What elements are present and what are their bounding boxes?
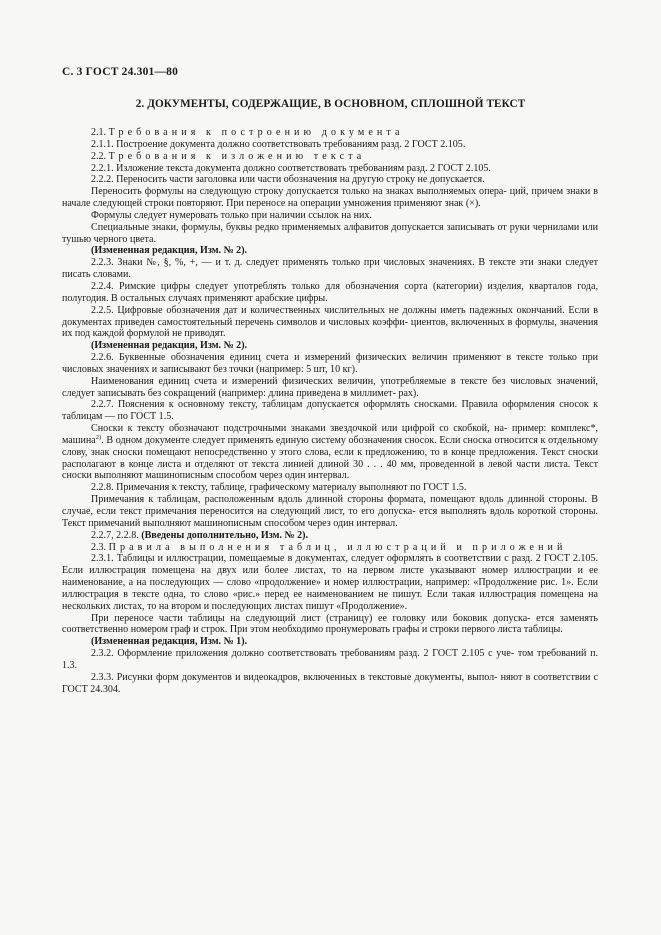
- page-header: С. 3 ГОСТ 24.301—80: [62, 66, 179, 78]
- paragraph: Переносить формулы на следующую строку допускается только на знаках выполняемых опера- ций, причем знаки в начале следующей строки повторяют. При переносе на операции умножения применяют знак (×).: [62, 186, 598, 210]
- clause-heading: Требования к построению документа: [108, 127, 404, 138]
- amendment-note: [62, 636, 598, 648]
- clause-heading: Требования к изложению текста: [108, 150, 366, 162]
- amendment-text: (Измененная редакция, Изм. № 2).: [91, 245, 248, 257]
- footnote-marker: 2): [95, 433, 102, 441]
- clause-number: 2.1.: [91, 127, 109, 138]
- clause-number: 2.2.7, 2.2.8.: [91, 529, 142, 541]
- paragraph: [62, 127, 598, 139]
- amendment-note: [62, 245, 598, 257]
- amendment-text: (Введены дополнительно, Изм. № 2).: [141, 529, 308, 541]
- section-title: 2. ДОКУМЕНТЫ, СОДЕРЖАЩИЕ, В ОСНОВНОМ, СПЛОШНОЙ ТЕКСТ: [135, 98, 526, 110]
- paragraph: Наименования единиц счета и измерений физических величин, употребляемые в тексте без числовых значений, следует записывать без сокращений (например: длина приведена в миллимет- рах).: [62, 375, 598, 399]
- paragraph: 2.2.6. Буквенные обозначения единиц счета и измерений физических величин применяют в тексте только при числовых значениях и записывают без точки (например: 5 шт, 10 кг).: [62, 352, 598, 375]
- paragraph: Специальные знаки, формулы, буквы редко применяемых алфавитов допускается записывать от руки чернилами или тушью черного цвета.: [62, 221, 598, 245]
- paragraph: 2.2.7. Пояснения к основному тексту, таблицам допускается оформлять сносками. Правила оформления сносок к таблицам — по ГОСТ 1.5.: [62, 399, 598, 423]
- paragraph: 2.2.3. Знаки №, §, %, +, — и т. д. следует применять только при числовых значениях. В тексте эти знаки следует писать словами.: [62, 257, 598, 281]
- paragraph: 2.3.2. Оформление приложения должно соответствовать требованиям разд. 2 ГОСТ 2.105 с уче- том требований п. 1.3.: [62, 648, 598, 671]
- paragraph: [62, 530, 598, 542]
- paragraph: [62, 423, 598, 482]
- document-body: [62, 127, 598, 696]
- paragraph-text: . В одном документе следует применять единую систему обозначения сносок. Если сноска относится к отдельному слову, знак сноски помещают непосредственно у этого слова, если к предложению, то в конце предложения. Текст сноски располагают в конце листа и отделяют от текста линией длиной 30 . . . 40 мм, проведенной в левой части листа. Текст сноски выполняют машинописным способом через один интервал.: [62, 434, 598, 482]
- clause-number: 2.2.: [91, 150, 109, 162]
- amendment-text: (Измененная редакция, Изм. № 2).: [91, 340, 248, 352]
- paragraph: [62, 151, 598, 163]
- paragraph: 2.3.1. Таблицы и иллюстрации, помещаемые в документах, следует оформлять в соответствии с разд. 2 ГОСТ 2.105. Если иллюстрация помещена на двух или более листах, то на первом листе указывают номер иллюстрации и ее наименование, а на последующих — слово «продолжение» и номер иллюстрации, например: «Продолжение рис. 1». Если иллюстрация в тексте одна, то слово «рис.» перед ее наименованием не пишут. Если такая иллюстрация помещена на нескольких листах, то на втором и последующих листах пишут «Продолжение».: [62, 553, 598, 612]
- clause-heading: Правила выполнения таблиц, иллюстраций и приложений: [108, 541, 567, 553]
- paragraph: [62, 542, 598, 554]
- amendment-text: (Измененная редакция, Изм. № 1).: [91, 636, 248, 648]
- paragraph: 2.1.1. Построение документа должно соответствовать требованиям разд. 2 ГОСТ 2.105.: [91, 138, 466, 150]
- paragraph: 2.2.1. Изложение текста документа должно соответствовать требованиям разд. 2 ГОСТ 2.105.: [91, 162, 491, 174]
- paragraph-text: Сноски к тексту обозначают подстрочными знаками звездочкой или цифрой со скобкой, на- пример: комплекс*, машина: [62, 423, 598, 446]
- paragraph: 2.2.2. Переносить части заголовка или части обозначения на другую строку не допускается.: [91, 174, 485, 186]
- paragraph: 2.2.4. Римские цифры следует употреблять только для обозначения сорта (категории) изделия, кварталов года, полугодия. В остальных случаях применяют арабские цифры.: [62, 280, 598, 304]
- paragraph: Формулы следует нумеровать только при наличии ссылок на них.: [91, 209, 372, 221]
- paragraph: Примечания к таблицам, расположенным вдоль длинной стороны формата, помещают вдоль длинной стороны. В случае, если текст примечания переносится на следующий лист, то его допуска- ется выполнять вдоль короткой стороны. Текст примечаний выполняют машинописным способом через один интервал.: [62, 494, 598, 529]
- paragraph: 2.2.8. Примечания к тексту, таблице, графическому материалу выполняют по ГОСТ 1.5.: [91, 482, 467, 494]
- clause-number: 2.3.: [91, 541, 109, 553]
- paragraph: При переносе части таблицы на следующий лист (страницу) ее головку или боковик допуска- ется заменять соответственно номером граф и строк. При этом необходимо пронумеровать графы и строки первого листа таблицы.: [62, 612, 598, 636]
- paragraph: 2.2.5. Цифровые обозначения дат и количественных числительных не должны иметь падежных окончаний. Если в документах приведен самостоятельный перечень символов и числовых коэффи- циентов, включенных в формулы, значения их под каждой формулой не приводят.: [62, 304, 598, 340]
- amendment-note: [62, 340, 598, 352]
- paragraph: 2.3.3. Рисунки форм документов и видеокадров, включенных в текстовые документы, выпол- няют в соответствии с ГОСТ 24.304.: [62, 671, 598, 695]
